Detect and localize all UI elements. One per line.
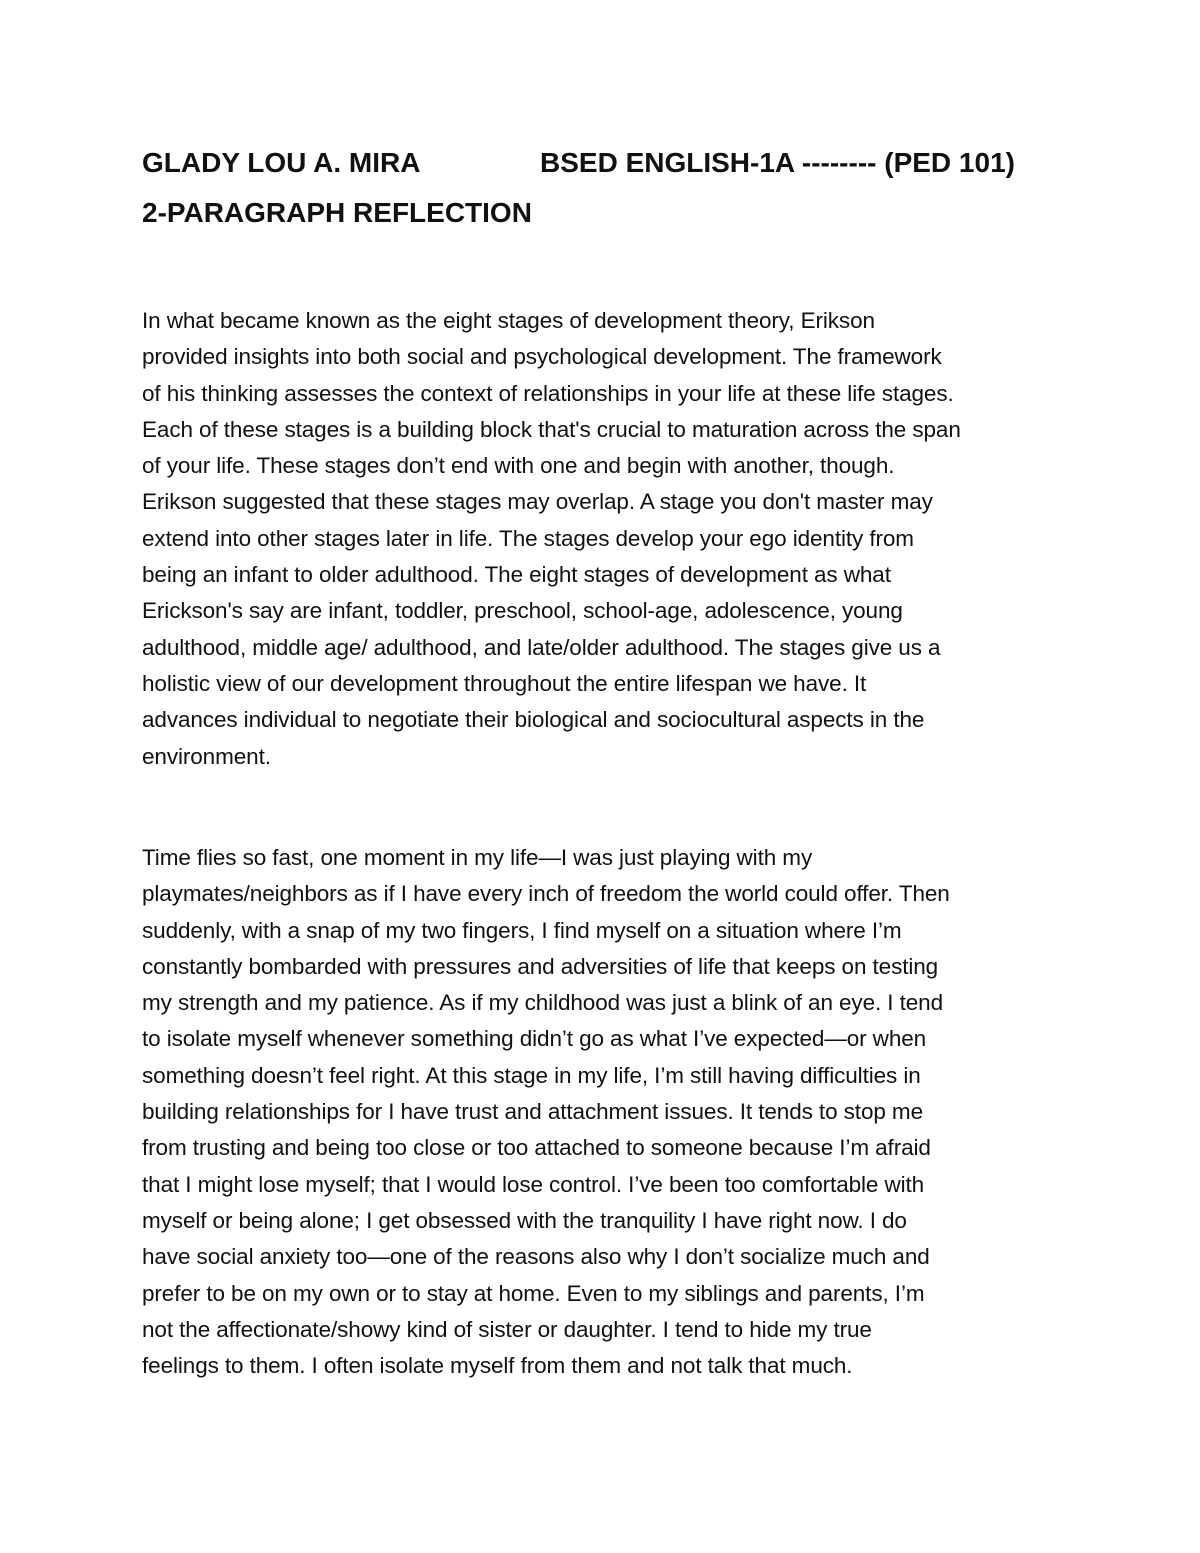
paragraph-1 [142, 303, 1062, 775]
paragraph-line: prefer to be on my own or to stay at home. Even to my siblings and parents, I’m [142, 1280, 925, 1306]
paragraph-line: adulthood, middle age/ adulthood, and late/older adulthood. The stages give us a [142, 634, 941, 660]
paragraph-line: to isolate myself whenever something didn’t go as what I’ve expected—or when [142, 1026, 927, 1052]
paragraph-line: that I might lose myself; that I would lose control. I’ve been too comfortable with [142, 1171, 925, 1197]
paragraph-line: suddenly, with a snap of my two fingers, I find myself on a situation where I’m [142, 917, 902, 943]
document-header [142, 140, 1062, 236]
paragraph-line: Time flies so fast, one moment in my life—I was just playing with my [142, 845, 813, 870]
paragraph-line: being an infant to older adulthood. The eight stages of development as what [142, 562, 891, 588]
header-line [142, 140, 1062, 186]
paragraph-line: Erickson's say are infant, toddler, preschool, school-age, adolescence, young [142, 598, 903, 624]
paragraph-line: In what became known as the eight stages of development theory, Erikson [142, 308, 875, 333]
paragraph-line: playmates/neighbors as if I have every inch of freedom the world could offer. Then [142, 881, 950, 907]
paragraph-line: my strength and my patience. As if my childhood was just a blink of an eye. I tend [142, 990, 943, 1016]
paragraph-line: myself or being alone; I get obsessed with the tranquility I have right now. I do [142, 1207, 907, 1233]
paragraph-2 [142, 840, 1062, 1384]
paragraph-line: not the affectionate/showy kind of sister or daughter. I tend to hide my true [142, 1316, 872, 1342]
paragraph-line: advances individual to negotiate their biological and sociocultural aspects in the [142, 707, 925, 733]
student-name: GLADY LOU A. MIRA [142, 147, 421, 178]
paragraph-line: extend into other stages later in life. The stages develop your ego identity from [142, 525, 914, 551]
paragraph-line: holistic view of our development throughout the entire lifespan we have. It [142, 670, 867, 696]
paragraph-line: from trusting and being too close or too attached to someone because I’m afraid [142, 1135, 931, 1161]
paragraph-line: of your life. These stages don’t end with one and begin with another, though. [142, 453, 895, 479]
document-title: 2-PARAGRAPH REFLECTION [142, 197, 532, 228]
paragraph-line: feelings to them. I often isolate myself from them and not talk that much. [142, 1353, 853, 1379]
paragraph-line: constantly bombarded with pressures and adversities of life that keeps on testing [142, 953, 939, 979]
paragraph-line: Erikson suggested that these stages may overlap. A stage you don't master may [142, 489, 933, 515]
paragraph-line: provided insights into both social and psychological development. The framework [142, 344, 942, 370]
course-code: BSED ENGLISH-1A -------- (PED 101) [540, 147, 1015, 178]
paragraph-line: environment. [142, 743, 271, 769]
paragraph-line: have social anxiety too—one of the reasons also why I don’t socialize much and [142, 1244, 930, 1270]
paragraph-line: something doesn’t feel right. At this stage in my life, I’m still having difficulties in [142, 1062, 921, 1088]
paragraph-line: Each of these stages is a building block that's crucial to maturation across the span [142, 416, 961, 442]
paragraph-line: building relationships for I have trust and attachment issues. It tends to stop me [142, 1099, 923, 1125]
paragraph-line: of his thinking assesses the context of relationships in your life at these life stages. [142, 380, 954, 406]
